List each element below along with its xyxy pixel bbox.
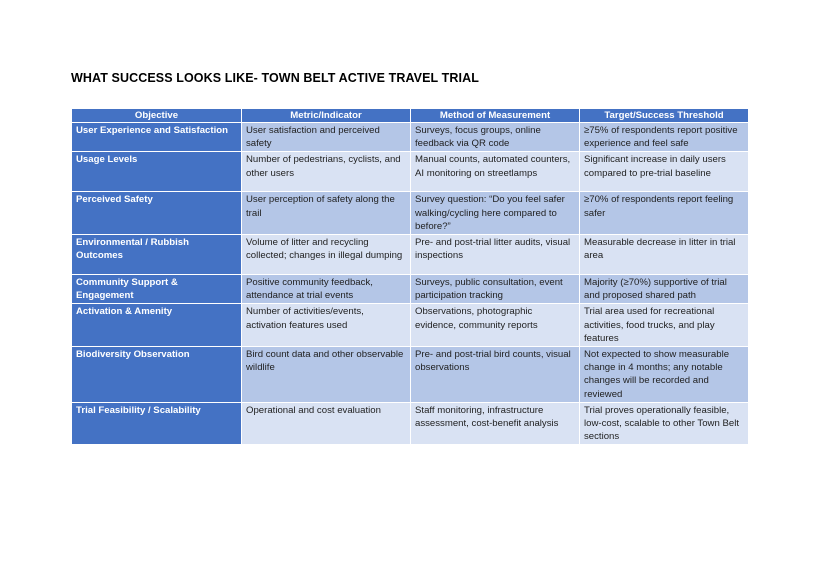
target-cell: Trial proves operationally feasible, low-cost, scalable to other Town Belt sections: [580, 402, 749, 445]
target-cell: Majority (≥70%) supportive of trial and proposed shared path: [580, 275, 749, 304]
column-header-metric: Metric/Indicator: [242, 109, 411, 123]
target-cell: Not expected to show measurable change in 4 months; any notable changes will be recorded and reviewed: [580, 347, 749, 403]
method-cell: Manual counts, automated counters, AI monitoring on streetlamps: [411, 152, 580, 192]
metric-cell: Operational and cost evaluation: [242, 402, 411, 445]
success-criteria-table: [71, 108, 749, 445]
page-title: WHAT SUCCESS LOOKS LIKE- TOWN BELT ACTIVE TRAVEL TRIAL: [71, 71, 479, 85]
column-header-target: Target/Success Threshold: [580, 109, 749, 123]
method-cell: Staff monitoring, infrastructure assessment, cost-benefit analysis: [411, 402, 580, 445]
objective-cell: Activation & Amenity: [72, 304, 242, 347]
target-cell: ≥70% of respondents report feeling safer: [580, 192, 749, 235]
metric-cell: Number of pedestrians, cyclists, and other users: [242, 152, 411, 192]
method-cell: Surveys, public consultation, event participation tracking: [411, 275, 580, 304]
table-header-row: [72, 109, 749, 123]
column-header-objective: Objective: [72, 109, 242, 123]
method-cell: Observations, photographic evidence, community reports: [411, 304, 580, 347]
table-row: [72, 192, 749, 235]
target-cell: Trial area used for recreational activities, food trucks, and play features: [580, 304, 749, 347]
objective-cell: User Experience and Satisfaction: [72, 123, 242, 152]
target-cell: ≥75% of respondents report positive experience and feel safe: [580, 123, 749, 152]
method-cell: Pre- and post-trial bird counts, visual observations: [411, 347, 580, 403]
table-row: [72, 235, 749, 275]
method-cell: Pre- and post-trial litter audits, visual inspections: [411, 235, 580, 275]
metric-cell: User satisfaction and perceived safety: [242, 123, 411, 152]
objective-cell: Perceived Safety: [72, 192, 242, 235]
table-row: [72, 152, 749, 192]
target-cell: Measurable decrease in litter in trial area: [580, 235, 749, 275]
objective-cell: Biodiversity Observation: [72, 347, 242, 403]
metric-cell: Volume of litter and recycling collected; changes in illegal dumping: [242, 235, 411, 275]
metric-cell: Positive community feedback, attendance at trial events: [242, 275, 411, 304]
table-row: [72, 402, 749, 445]
method-cell: Surveys, focus groups, online feedback via QR code: [411, 123, 580, 152]
table-row: [72, 275, 749, 304]
objective-cell: Trial Feasibility / Scalability: [72, 402, 242, 445]
table-row: [72, 123, 749, 152]
objective-cell: Usage Levels: [72, 152, 242, 192]
table-row: [72, 304, 749, 347]
metric-cell: Number of activities/events, activation features used: [242, 304, 411, 347]
objective-cell: Community Support & Engagement: [72, 275, 242, 304]
target-cell: Significant increase in daily users compared to pre-trial baseline: [580, 152, 749, 192]
metric-cell: User perception of safety along the trail: [242, 192, 411, 235]
method-cell: Survey question: “Do you feel safer walking/cycling here compared to before?”: [411, 192, 580, 235]
metric-cell: Bird count data and other observable wildlife: [242, 347, 411, 403]
objective-cell: Environmental / Rubbish Outcomes: [72, 235, 242, 275]
table-row: [72, 347, 749, 403]
column-header-method: Method of Measurement: [411, 109, 580, 123]
